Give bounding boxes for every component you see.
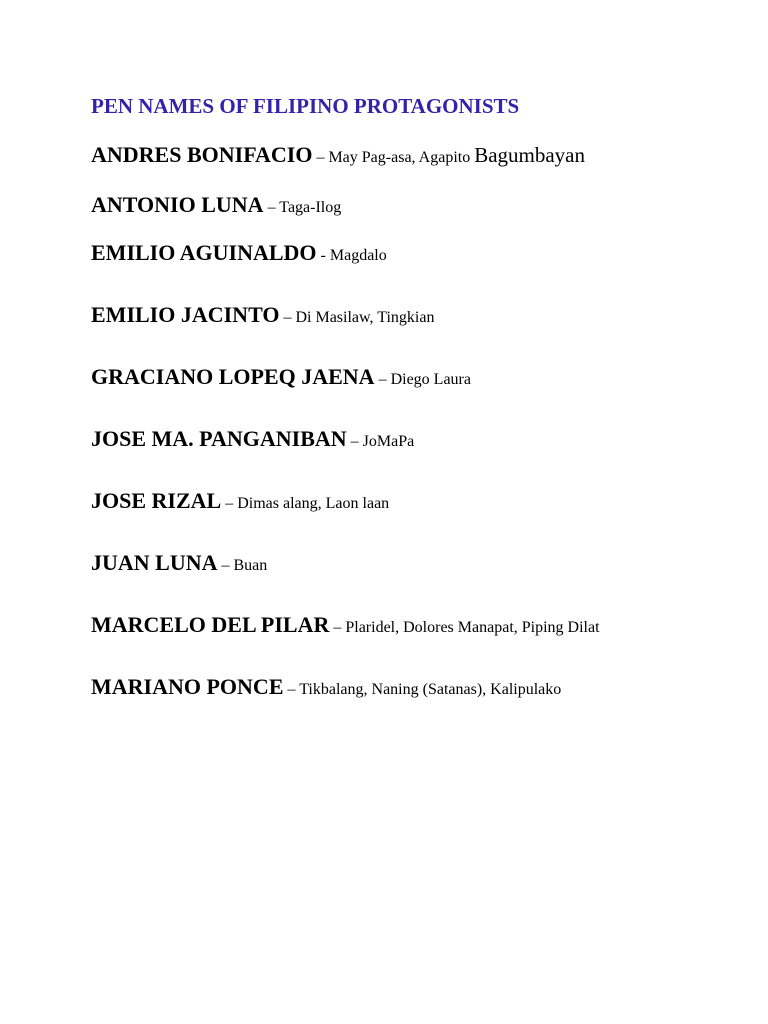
entry-name: JOSE MA. PANGANIBAN xyxy=(91,426,347,451)
entry-mariano-ponce xyxy=(91,674,561,700)
entry-separator: - xyxy=(316,247,330,264)
entry-pen-names: Magdalo xyxy=(329,247,387,264)
entry-separator: – xyxy=(279,309,296,326)
entry-name: EMILIO JACINTO xyxy=(91,302,280,327)
entry-pen-names: Dimas alang, Laon laan xyxy=(237,495,390,512)
entry-separator: – xyxy=(221,495,238,512)
entry-separator: – xyxy=(283,681,300,698)
entry-pen-names: Diego Laura xyxy=(390,371,471,388)
entry-jose-ma-panganiban xyxy=(91,426,414,452)
entry-pen-names: Plaridel, Dolores Manapat, Piping Dilat xyxy=(345,619,600,636)
entry-pen-names: Tikbalang, Naning (Satanas), Kalipulako xyxy=(299,681,562,698)
entry-marcelo-del-pilar xyxy=(91,612,600,638)
entry-pen-names: May Pag-asa, Agapito xyxy=(328,149,475,166)
entry-separator: – xyxy=(263,199,280,216)
entry-name: JUAN LUNA xyxy=(91,550,218,575)
entry-emilio-jacinto xyxy=(91,302,434,328)
entry-graciano-lopeq-jaena xyxy=(91,364,471,390)
entry-antonio-luna xyxy=(91,192,341,218)
entry-pen-names: Di Masilaw, Tingkian xyxy=(295,309,435,326)
entry-jose-rizal xyxy=(91,488,389,514)
entry-juan-luna xyxy=(91,550,267,576)
entry-name: MARCELO DEL PILAR xyxy=(91,612,330,637)
entry-name: MARIANO PONCE xyxy=(91,674,284,699)
entry-andres-bonifacio xyxy=(91,142,585,168)
entry-separator: – xyxy=(374,371,391,388)
entry-name: EMILIO AGUINALDO xyxy=(91,240,317,265)
entry-separator: – xyxy=(217,557,234,574)
page-title: PEN NAMES OF FILIPINO PROTAGONISTS xyxy=(91,94,520,118)
entry-separator: – xyxy=(346,433,363,450)
entry-pen-names: Taga-Ilog xyxy=(279,199,342,216)
entry-pen-names: Buan xyxy=(233,557,268,574)
entry-name: ANTONIO LUNA xyxy=(91,192,264,217)
entry-separator: – xyxy=(312,149,329,166)
entry-name: ANDRES BONIFACIO xyxy=(91,142,313,167)
entry-separator: – xyxy=(329,619,346,636)
entry-pen-names-trail: Bagumbayan xyxy=(474,143,586,167)
entry-pen-names: JoMaPa xyxy=(362,433,415,450)
entry-name: GRACIANO LOPEQ JAENA xyxy=(91,364,375,389)
entry-name: JOSE RIZAL xyxy=(91,488,222,513)
entry-emilio-aguinaldo xyxy=(91,240,387,266)
